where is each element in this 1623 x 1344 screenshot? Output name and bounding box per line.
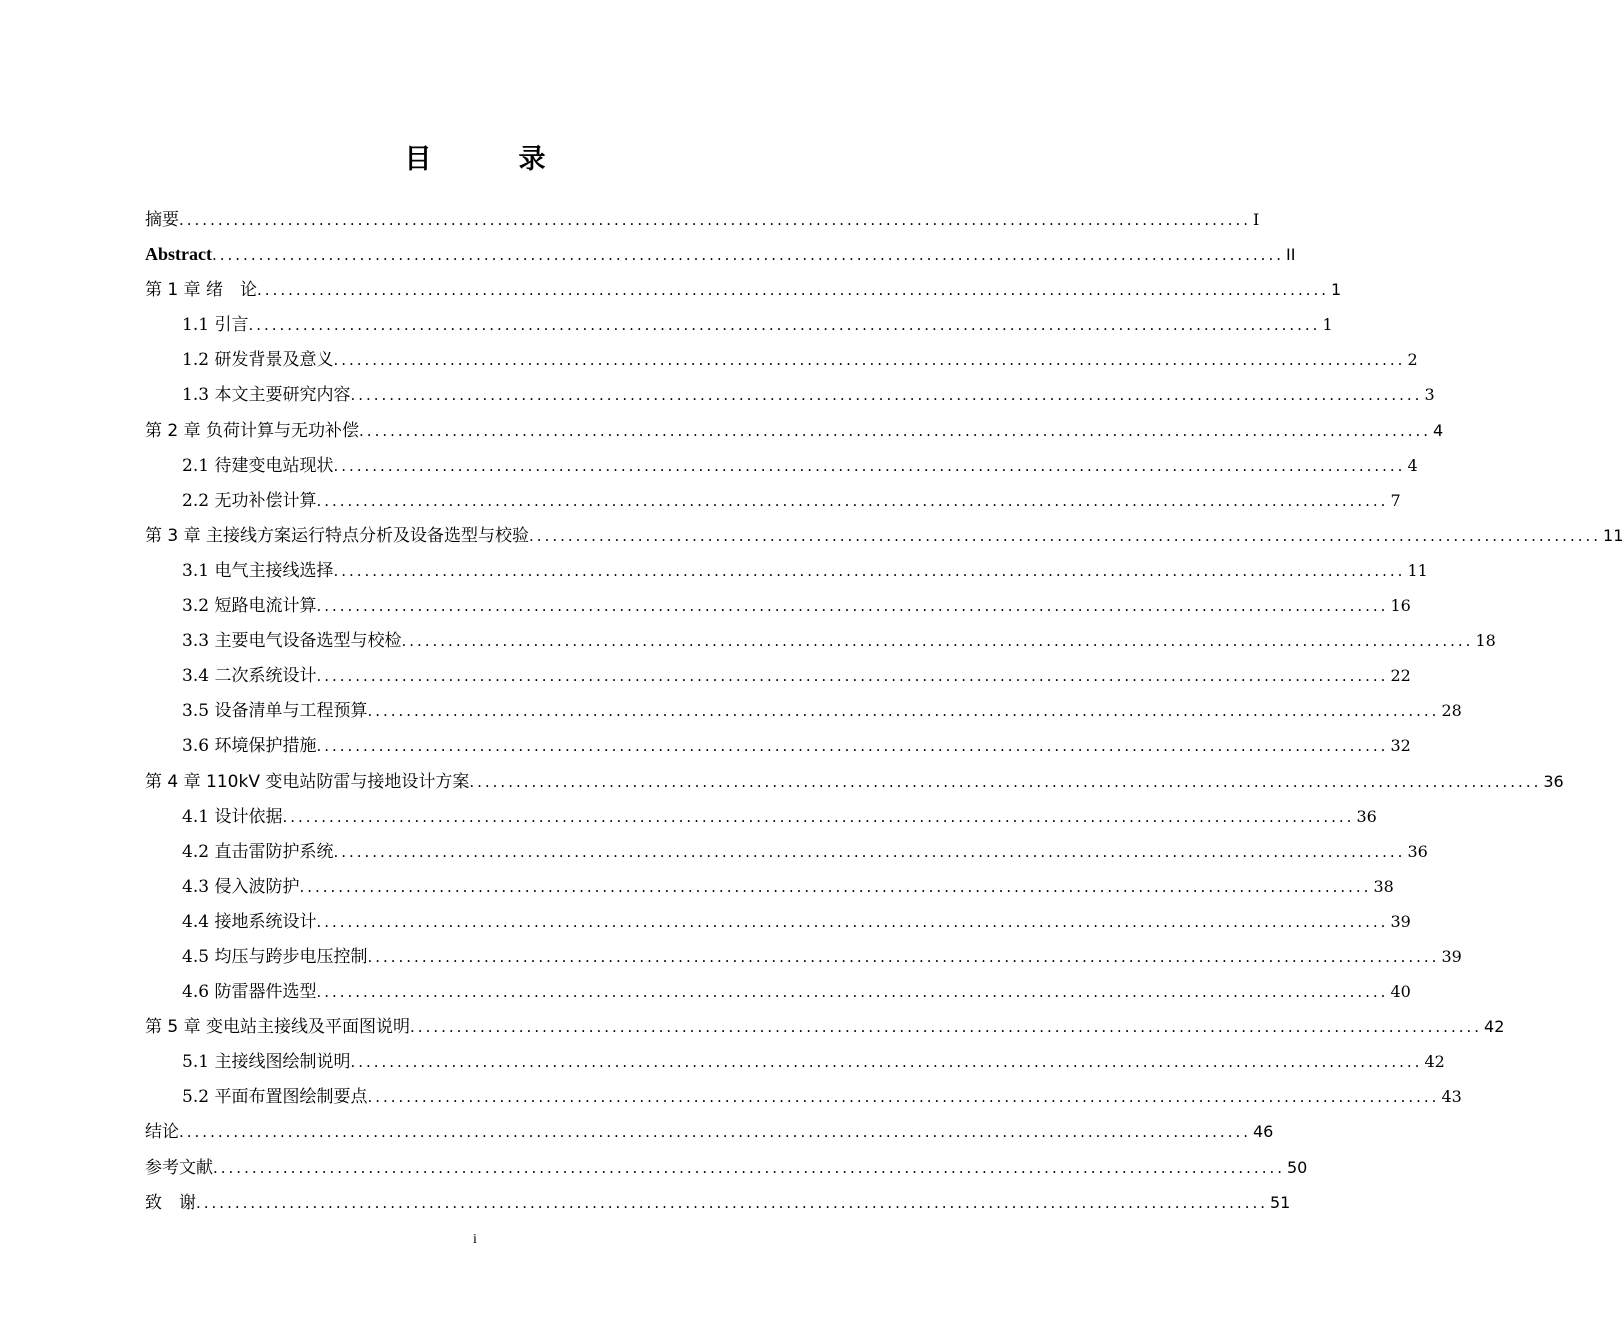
toc-entry-label: 1.1 引言	[182, 315, 249, 336]
toc-entry-label: 3.6 环境保护措施	[182, 736, 317, 757]
toc-entry-page-number: 28	[1441, 701, 1462, 721]
toc-entry-label: 2.1 待建变电站现状	[182, 455, 334, 476]
toc-entry-label: 3.2 短路电流计算	[182, 596, 317, 617]
page-footer-number: i	[473, 1232, 477, 1247]
toc-section-entry[interactable]	[145, 693, 1462, 728]
toc-section-entry[interactable]	[145, 1044, 1445, 1079]
page-title: 目 录	[404, 144, 576, 175]
toc-dot-leader: ..........................................................................................................................................	[316, 667, 1389, 686]
toc-entry-label: 致 谢	[145, 1192, 196, 1213]
toc-dot-leader: ..........................................................................................................................................	[316, 491, 1389, 510]
toc-entry-page-number: 36	[1543, 771, 1564, 791]
toc-entry-label: 3.1 电气主接线选择	[182, 560, 334, 581]
toc-entry-label: 第 1 章 绪 论	[145, 280, 258, 301]
toc-dot-leader: ..........................................................................................................................................	[196, 1193, 1268, 1212]
toc-section-entry[interactable]	[145, 342, 1418, 377]
toc-entry-page-number: 51	[1270, 1192, 1291, 1212]
toc-entry-page-number: 36	[1356, 806, 1377, 826]
toc-dot-leader: ..........................................................................................................................................	[333, 842, 1406, 861]
toc-dot-leader: ..........................................................................................................................................	[179, 1123, 1251, 1142]
toc-chapter-entry[interactable]	[145, 1009, 1505, 1044]
toc-chapter-entry[interactable]	[145, 237, 1296, 272]
toc-entry-label: 第 5 章 变电站主接线及平面图说明	[145, 1017, 411, 1038]
toc-section-entry[interactable]	[145, 553, 1428, 588]
toc-entry-label: 4.6 防雷器件选型	[182, 982, 317, 1003]
toc-entry-label: 第 4 章 110kV 变电站防雷与接地设计方案	[145, 771, 470, 792]
toc-chapter-entry[interactable]	[145, 272, 1342, 307]
toc-entry-page-number: 2	[1407, 350, 1418, 370]
toc-entry-page-number: 4	[1433, 420, 1444, 440]
toc-section-entry[interactable]	[145, 834, 1428, 869]
toc-section-entry[interactable]	[145, 799, 1377, 834]
toc-entry-page-number: 7	[1390, 490, 1401, 510]
toc-entry-label: 3.4 二次系统设计	[182, 666, 317, 687]
toc-section-entry[interactable]	[145, 588, 1411, 623]
toc-dot-leader: ..........................................................................................................................................	[316, 597, 1389, 616]
toc-chapter-entry[interactable]	[145, 764, 1564, 799]
toc-dot-leader: ..........................................................................................................................................	[469, 772, 1542, 791]
toc-chapter-entry[interactable]	[145, 413, 1444, 448]
toc-entry-label: 4.1 设计依据	[182, 806, 283, 827]
toc-entry-label: 4.2 直击雷防护系统	[182, 841, 334, 862]
toc-entry-label: 5.2 平面布置图绘制要点	[182, 1087, 368, 1108]
toc-entry-page-number: 1	[1331, 280, 1342, 300]
toc-section-entry[interactable]	[145, 974, 1411, 1009]
toc-dot-leader: ..........................................................................................................................................	[359, 421, 1432, 440]
toc-section-entry[interactable]	[145, 1079, 1462, 1114]
toc-entry-page-number: 38	[1373, 876, 1394, 896]
toc-entry-page-number: II	[1285, 245, 1296, 265]
toc-entry-label: 第 3 章 主接线方案运行特点分析及设备选型与校验	[145, 525, 530, 546]
toc-dot-leader: ..........................................................................................................................................	[211, 246, 1284, 265]
toc-entry-page-number: 16	[1390, 596, 1411, 616]
toc-entry-label: 结论	[145, 1122, 179, 1143]
toc-dot-leader: ..........................................................................................................................................	[367, 947, 1440, 966]
toc-entry-label: 第 2 章 负荷计算与无功补偿	[145, 420, 360, 441]
toc-entry-page-number: 43	[1441, 1087, 1462, 1107]
toc-entry-page-number: 39	[1441, 946, 1462, 966]
table-of-contents	[145, 202, 1623, 1220]
toc-dot-leader: ..........................................................................................................................................	[179, 211, 1251, 229]
toc-entry-label: 参考文献	[145, 1157, 213, 1178]
toc-entry-label: 3.5 设备清单与工程预算	[182, 701, 368, 722]
toc-entry-label: 4.5 均压与跨步电压控制	[182, 946, 368, 967]
toc-entry-label: 1.2 研发背景及意义	[182, 350, 334, 371]
toc-dot-leader: ..........................................................................................................................................	[299, 877, 1372, 896]
toc-dot-leader: ..........................................................................................................................................	[410, 1018, 1483, 1037]
toc-entry-page-number: 1	[1322, 315, 1333, 335]
toc-entry-label: Abstract	[145, 244, 212, 265]
toc-entry-page-number: 42	[1424, 1052, 1445, 1072]
toc-dot-leader: ..........................................................................................................................................	[350, 386, 1423, 405]
toc-entry-label: 摘要	[145, 210, 179, 230]
toc-entry-page-number: 3	[1424, 385, 1435, 405]
toc-entry-page-number: 11	[1407, 560, 1428, 580]
toc-entry-page-number: I	[1253, 210, 1260, 229]
toc-dot-leader: ..........................................................................................................................................	[529, 526, 1602, 545]
toc-dot-leader: ..........................................................................................................................................	[350, 1053, 1423, 1072]
toc-dot-leader: ..........................................................................................................................................	[248, 316, 1321, 335]
toc-entry-page-number: 50	[1287, 1157, 1308, 1177]
toc-dot-leader: ..........................................................................................................................................	[333, 561, 1406, 580]
toc-dot-leader: ..........................................................................................................................................	[367, 1088, 1440, 1107]
toc-section-entry[interactable]	[145, 869, 1394, 904]
toc-entry-label: 2.2 无功补偿计算	[182, 490, 317, 511]
toc-entry-page-number: 46	[1253, 1122, 1274, 1142]
toc-dot-leader: ..........................................................................................................................................	[316, 983, 1389, 1002]
toc-section-entry[interactable]	[145, 448, 1418, 483]
toc-chapter-entry[interactable]	[145, 202, 1260, 237]
toc-entry-label: 1.3 本文主要研究内容	[182, 385, 351, 406]
toc-dot-leader: ..........................................................................................................................................	[316, 912, 1389, 931]
toc-dot-leader: ..........................................................................................................................................	[333, 351, 1406, 370]
toc-entry-page-number: 32	[1390, 736, 1411, 756]
toc-section-entry[interactable]	[145, 623, 1496, 658]
toc-chapter-entry[interactable]	[145, 1185, 1291, 1220]
toc-section-entry[interactable]	[145, 728, 1411, 763]
toc-section-entry[interactable]	[145, 307, 1333, 342]
toc-section-entry[interactable]	[145, 939, 1462, 974]
toc-entry-label: 3.3 主要电气设备选型与校检	[182, 631, 402, 652]
toc-chapter-entry[interactable]	[145, 1114, 1274, 1149]
toc-entry-label: 5.1 主接线图绘制说明	[182, 1052, 351, 1073]
toc-section-entry[interactable]	[145, 483, 1401, 518]
toc-entry-page-number: 36	[1407, 841, 1428, 861]
toc-entry-page-number: 11	[1603, 525, 1623, 545]
toc-dot-leader: ..........................................................................................................................................	[316, 737, 1389, 756]
toc-entry-page-number: 18	[1475, 631, 1496, 651]
toc-section-entry[interactable]	[145, 658, 1411, 693]
toc-dot-leader: ..........................................................................................................................................	[282, 807, 1355, 826]
toc-section-entry[interactable]	[145, 377, 1435, 412]
toc-entry-label: 4.3 侵入波防护	[182, 876, 300, 897]
toc-dot-leader: ..........................................................................................................................................	[213, 1158, 1285, 1177]
toc-chapter-entry[interactable]	[145, 518, 1623, 553]
toc-dot-leader: ..........................................................................................................................................	[257, 281, 1330, 300]
toc-dot-leader: ..........................................................................................................................................	[367, 702, 1440, 721]
toc-entry-page-number: 22	[1390, 666, 1411, 686]
toc-entry-page-number: 4	[1407, 455, 1418, 475]
toc-section-entry[interactable]	[145, 904, 1411, 939]
toc-entry-page-number: 39	[1390, 911, 1411, 931]
toc-entry-page-number: 40	[1390, 982, 1411, 1002]
toc-dot-leader: ..........................................................................................................................................	[333, 456, 1406, 475]
toc-entry-label: 4.4 接地系统设计	[182, 911, 317, 932]
toc-entry-page-number: 42	[1484, 1017, 1505, 1037]
toc-chapter-entry[interactable]	[145, 1150, 1308, 1185]
toc-dot-leader: ..........................................................................................................................................	[401, 632, 1474, 651]
